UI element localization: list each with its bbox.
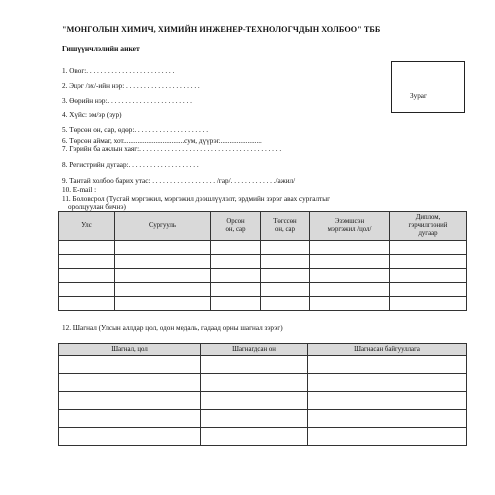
- awards-heading: 12. Шагнал (Улсын аллдар цол, одон медаль, гадаад орны шагнал зэрэг): [62, 324, 283, 332]
- field-email: 10. E-mail :: [62, 186, 97, 194]
- awards-table: [58, 343, 467, 446]
- table-cell[interactable]: [261, 283, 310, 297]
- table-cell[interactable]: [59, 241, 115, 255]
- table-row: [59, 374, 467, 392]
- table-cell[interactable]: [115, 255, 211, 269]
- table-cell[interactable]: [59, 428, 201, 446]
- table-cell[interactable]: [115, 241, 211, 255]
- table-row: [59, 392, 467, 410]
- table-cell[interactable]: [310, 255, 390, 269]
- table-cell[interactable]: [310, 269, 390, 283]
- table-cell[interactable]: [390, 255, 467, 269]
- field-surname: 1. Овог:. . . . . . . . . . . . . . . . . . . . . . . . .: [62, 67, 175, 75]
- education-header-cell: Эзэмшсэн мэргэжил /цол/: [310, 212, 390, 241]
- table-cell[interactable]: [59, 297, 115, 311]
- awards-header-cell: Шагнасан байгууллага: [308, 344, 467, 356]
- education-header-cell: Орсон он, сар: [211, 212, 261, 241]
- awards-header-cell: Шагнал, цол: [59, 344, 201, 356]
- table-cell[interactable]: [211, 269, 261, 283]
- table-cell[interactable]: [115, 297, 211, 311]
- table-cell[interactable]: [390, 297, 467, 311]
- awards-header-cell: Шагнагдсан он: [201, 344, 308, 356]
- table-row: [59, 428, 467, 446]
- table-cell[interactable]: [115, 283, 211, 297]
- table-cell[interactable]: [59, 269, 115, 283]
- photo-box: [391, 61, 465, 113]
- table-cell[interactable]: [261, 297, 310, 311]
- table-cell[interactable]: [390, 269, 467, 283]
- education-header-cell: Диплом, гэрчилгээний дугаар: [390, 212, 467, 241]
- table-cell[interactable]: [308, 392, 467, 410]
- field-address: 7. Гэрийн ба ажлын хаяг:. . . . . . . . . . . . . . . . . . . . . . . . . . . . . . . . . . . . . . . .: [62, 145, 282, 153]
- table-cell[interactable]: [201, 356, 308, 374]
- table-row: [59, 283, 467, 297]
- field-phone: 9. Тантай холбоо барих утас: . . . . . . . . . . . . . . . . . . /гар/. . . . . . . . . . . . ./ажил/: [62, 177, 296, 185]
- table-cell[interactable]: [308, 374, 467, 392]
- table-row: [59, 356, 467, 374]
- table-cell[interactable]: [201, 428, 308, 446]
- table-cell[interactable]: [308, 356, 467, 374]
- table-cell[interactable]: [310, 283, 390, 297]
- table-cell[interactable]: [261, 255, 310, 269]
- table-cell[interactable]: [310, 297, 390, 311]
- table-cell[interactable]: [201, 410, 308, 428]
- table-cell[interactable]: [211, 283, 261, 297]
- field-education-heading: 11. Боловсрол (Тусгай мэргэжил, мэргэжил дээшлүүлэлт, эрдмийн зэрэг авах сургалтыг: [62, 195, 331, 203]
- table-cell[interactable]: [261, 241, 310, 255]
- table-row: [59, 255, 467, 269]
- table-cell[interactable]: [59, 374, 201, 392]
- education-header-cell: Улс: [59, 212, 115, 241]
- table-cell[interactable]: [308, 428, 467, 446]
- table-row: [59, 297, 467, 311]
- education-table: [58, 211, 467, 311]
- table-cell[interactable]: [201, 392, 308, 410]
- photo-label: Зураг: [410, 92, 427, 100]
- field-birth-place: 6. Төрсөн аймаг, хот..................................сум, дүүрэг........................: [62, 137, 262, 145]
- table-cell[interactable]: [390, 283, 467, 297]
- field-parent-name: 2. Эцэг /эх/-ийн нэр: . . . . . . . . . . . . . . . . . . . . .: [62, 82, 200, 90]
- field-education-note: оролцуулан бичнэ): [68, 203, 126, 211]
- table-cell[interactable]: [59, 410, 201, 428]
- table-row: [59, 269, 467, 283]
- table-cell[interactable]: [211, 255, 261, 269]
- table-cell[interactable]: [59, 392, 201, 410]
- table-row: [59, 241, 467, 255]
- table-cell[interactable]: [308, 410, 467, 428]
- document-subtitle: Гишүүнчлэлийн анкет: [62, 44, 140, 53]
- table-cell[interactable]: [390, 241, 467, 255]
- education-header-cell: Сургууль: [115, 212, 211, 241]
- table-cell[interactable]: [59, 356, 201, 374]
- table-cell[interactable]: [59, 283, 115, 297]
- table-cell[interactable]: [211, 297, 261, 311]
- field-birth-date: 5. Төрсөн он, сар, өдөр:. . . . . . . . . . . . . . . . . . . . .: [62, 126, 208, 134]
- field-gender: 4. Хүйс: эм/эр (зур): [62, 111, 122, 119]
- table-cell[interactable]: [59, 255, 115, 269]
- education-header-cell: Төгссөн он, сар: [261, 212, 310, 241]
- table-cell[interactable]: [201, 374, 308, 392]
- table-row: [59, 410, 467, 428]
- field-register-number: 8. Регистрийн дугаар:. . . . . . . . . . . . . . . . . . . .: [62, 161, 199, 169]
- table-cell[interactable]: [310, 241, 390, 255]
- table-cell[interactable]: [261, 269, 310, 283]
- document-title: "МОНГОЛЫН ХИМИЧ, ХИМИЙН ИНЖЕНЕР-ТЕХНОЛОГЧДЫН ХОЛБОО" ТББ: [62, 25, 381, 34]
- field-given-name: 3. Өөрийн нэр:. . . . . . . . . . . . . . . . . . . . . . . .: [62, 97, 192, 105]
- table-cell[interactable]: [211, 241, 261, 255]
- table-cell[interactable]: [115, 269, 211, 283]
